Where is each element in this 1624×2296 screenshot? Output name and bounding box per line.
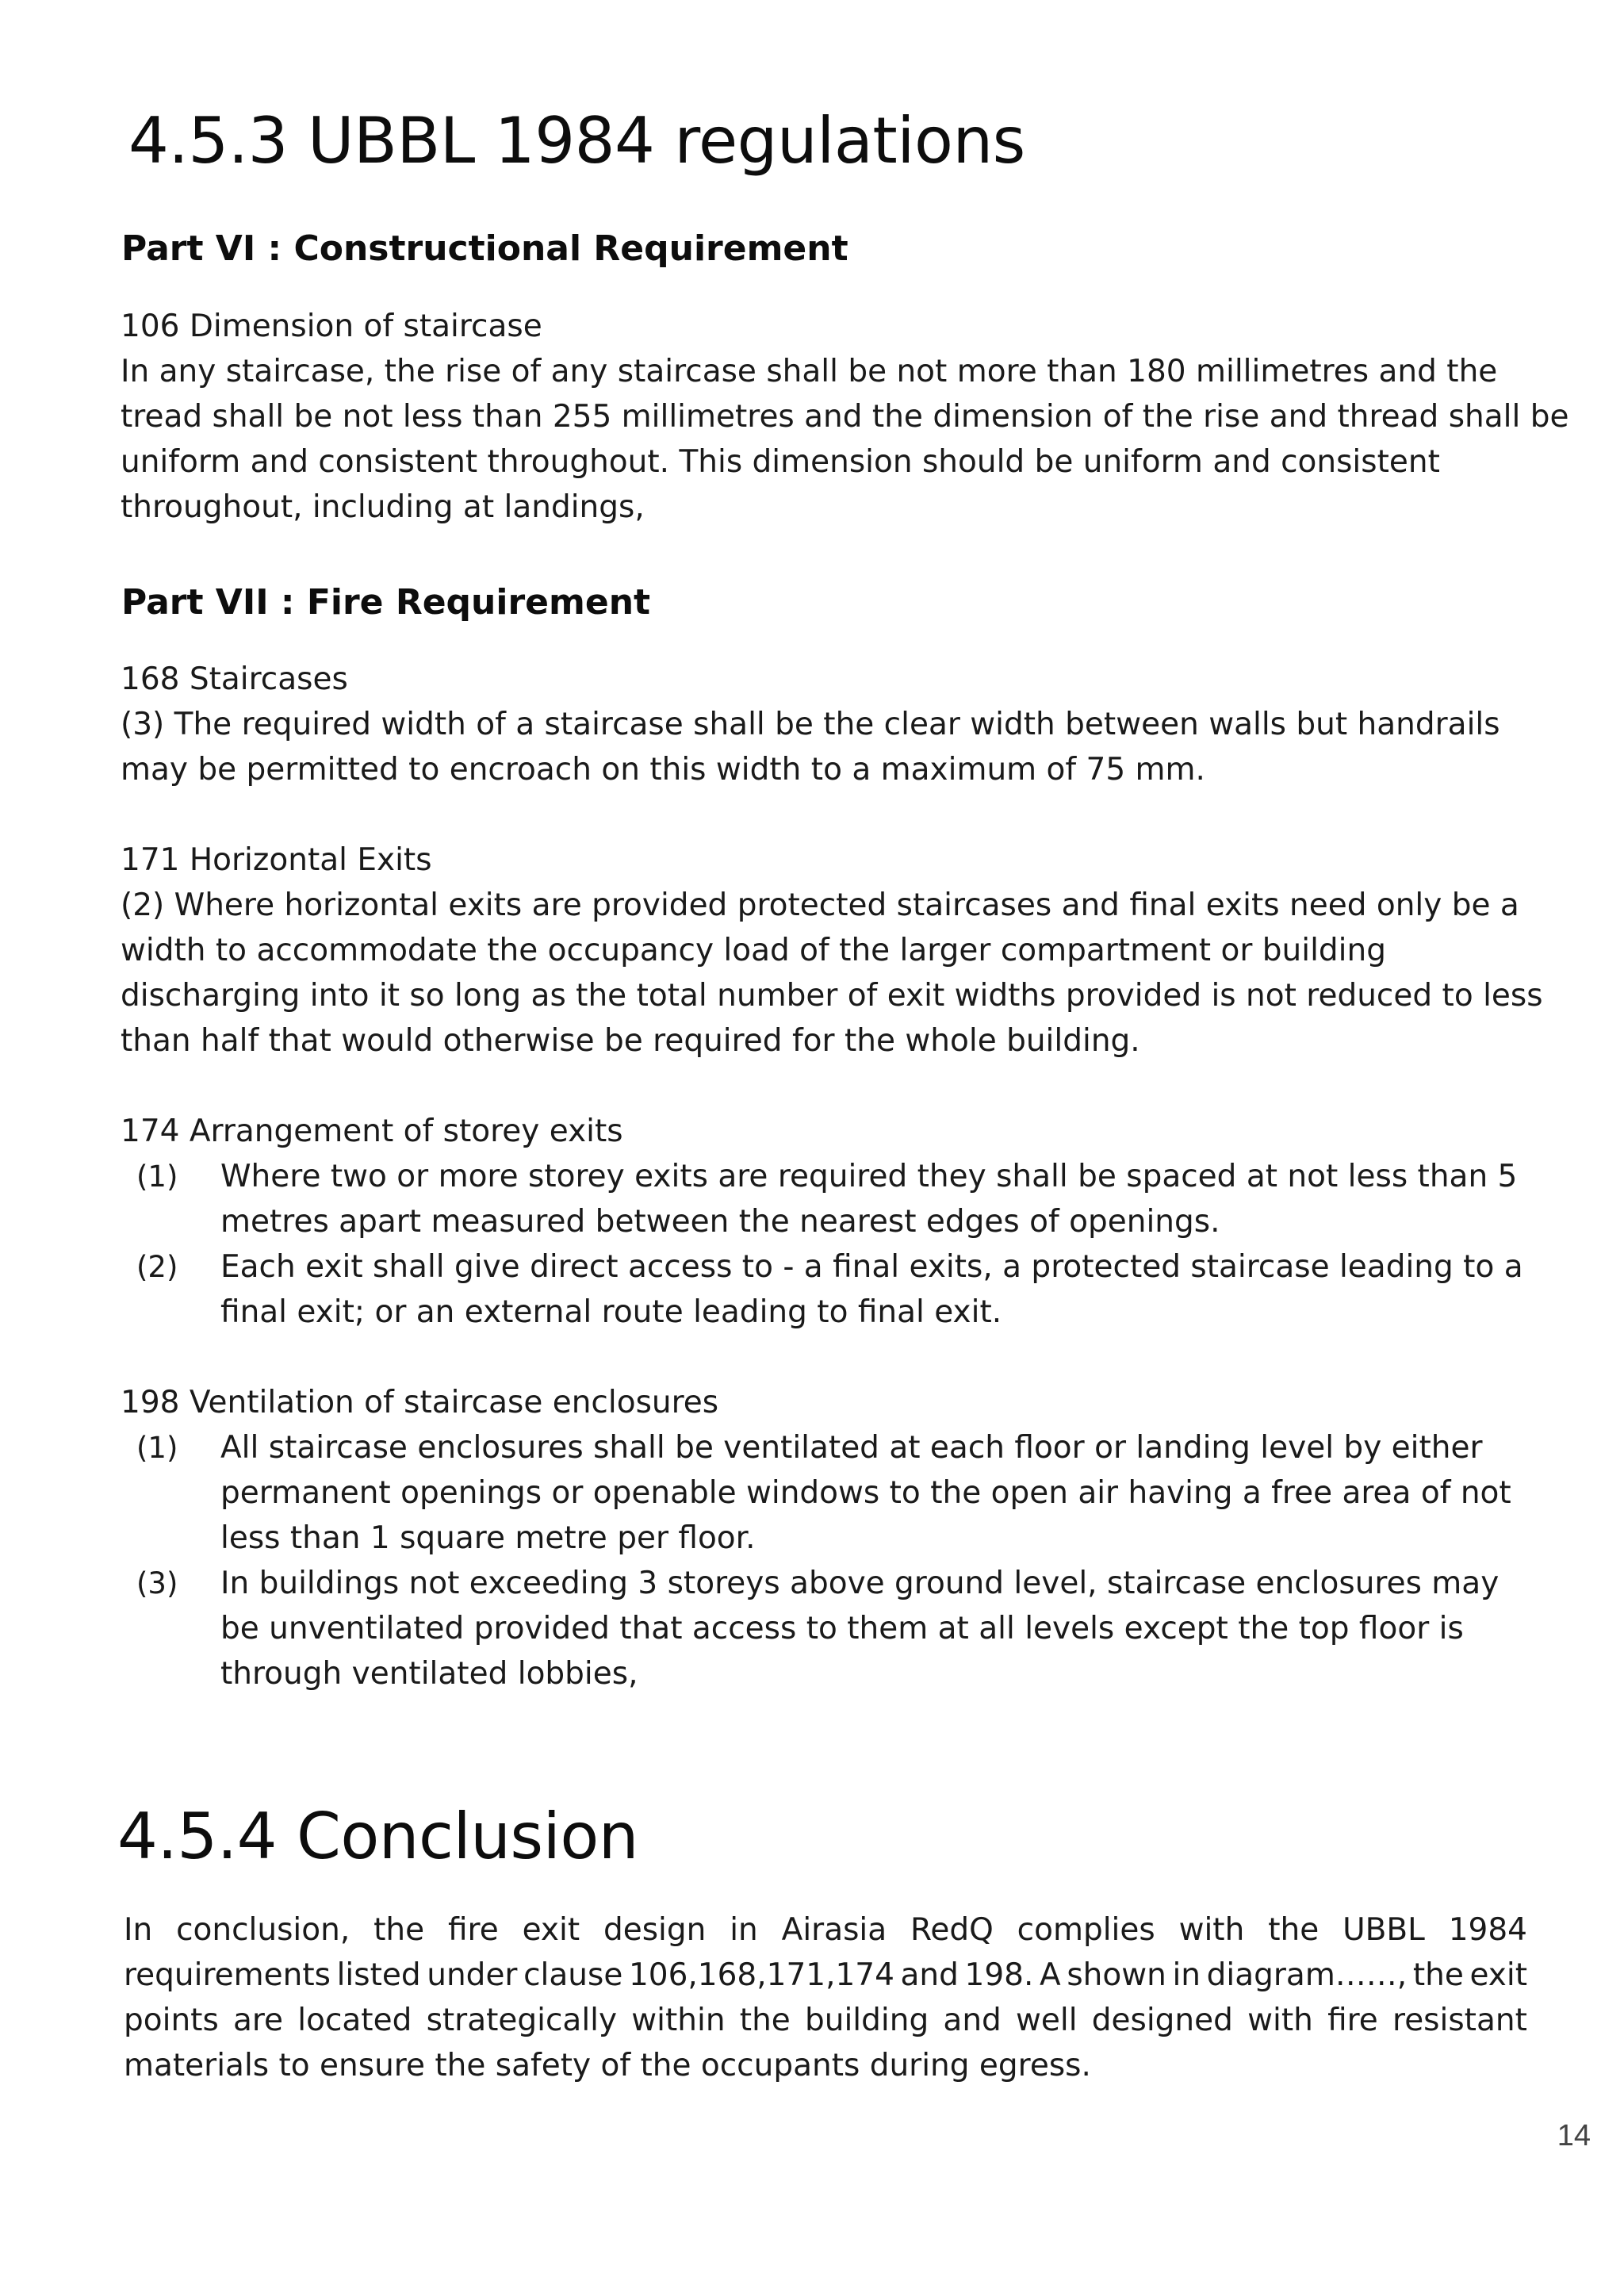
conclusion-word: located bbox=[297, 2003, 412, 2038]
conclusion-word: 106,168,171,174 bbox=[628, 1957, 894, 1993]
clause-198-title-text: 198 Ventilation of staircase enclosures bbox=[121, 1385, 719, 1420]
clause-106-line: throughout, including at landings, bbox=[121, 489, 645, 525]
conclusion-line bbox=[124, 1953, 1527, 1998]
part-6-heading: Part VI : Constructional Requirement bbox=[121, 228, 848, 269]
section-title-4-5-3: 4.5.3 UBBL 1984 regulations bbox=[128, 104, 1025, 178]
conclusion-word: in bbox=[730, 1912, 758, 1948]
list-number: (2) bbox=[136, 1250, 178, 1284]
conclusion-word: under bbox=[427, 1957, 518, 1993]
conclusion-word: requirements bbox=[124, 1957, 331, 1993]
clause-174-title bbox=[121, 1109, 1532, 1154]
section-title-4-5-4: 4.5.4 Conclusion bbox=[117, 1800, 638, 1873]
clause-168 bbox=[121, 657, 1532, 792]
list-line: permanent openings or openable windows to the open air having a free area of not bbox=[220, 1475, 1511, 1511]
conclusion-word: 1984 bbox=[1448, 1912, 1527, 1948]
conclusion-word: shown bbox=[1067, 1957, 1166, 1993]
conclusion-word: designed bbox=[1091, 2003, 1233, 2038]
page-number: 14 bbox=[1557, 2119, 1591, 2152]
conclusion-word: complies bbox=[1017, 1912, 1155, 1948]
clause-171-title: 171 Horizontal Exits bbox=[121, 842, 432, 878]
clause-174-title-text: 174 Arrangement of storey exits bbox=[121, 1114, 623, 1149]
list-line: metres apart measured between the nearest edges of openings. bbox=[220, 1204, 1220, 1240]
conclusion-word: the bbox=[1268, 1912, 1320, 1948]
conclusion-word: A bbox=[1040, 1957, 1061, 1993]
clause-171 bbox=[121, 838, 1543, 1064]
conclusion-word: the bbox=[1412, 1957, 1464, 1993]
conclusion-word: exit bbox=[522, 1912, 580, 1948]
list-line: less than 1 square metre per floor. bbox=[220, 1520, 756, 1556]
list-line: Where two or more storey exits are required they shall be spaced at not less than 5 bbox=[220, 1159, 1518, 1194]
clause-168-title: 168 Staircases bbox=[121, 661, 348, 697]
conclusion-word: the bbox=[373, 1912, 425, 1948]
clause-171-line: width to accommodate the occupancy load of the larger compartment or building bbox=[121, 933, 1386, 968]
conclusion-line bbox=[124, 1998, 1527, 2043]
conclusion-word: exit bbox=[1469, 1957, 1527, 1993]
conclusion-word: fire bbox=[447, 1912, 499, 1948]
clause-171-line: discharging into it so long as the total number of exit widths provided is not reduced to less bbox=[121, 978, 1543, 1014]
list-line: through ventilated lobbies, bbox=[220, 1656, 638, 1692]
list-line: In buildings not exceeding 3 storeys above ground level, staircase enclosures may bbox=[220, 1566, 1500, 1601]
clause-168-line: (3) The required width of a staircase shall be the clear width between walls but handrails bbox=[121, 707, 1500, 742]
conclusion-word: within bbox=[631, 2003, 726, 2038]
conclusion-line bbox=[124, 1907, 1527, 1953]
conclusion-word: with bbox=[1247, 2003, 1313, 2038]
conclusion-word: diagram……, bbox=[1206, 1957, 1408, 1993]
list-line: All staircase enclosures shall be ventilated at each floor or landing level by either bbox=[220, 1430, 1483, 1466]
conclusion-word: In bbox=[124, 1912, 153, 1948]
conclusion-word: points bbox=[124, 2003, 219, 2038]
conclusion-paragraph bbox=[124, 1907, 1527, 2088]
conclusion-word: listed bbox=[336, 1957, 421, 1993]
clause-106-line: uniform and consistent throughout. This dimension should be uniform and consistent bbox=[121, 444, 1440, 480]
list-line: final exit; or an external route leading to final exit. bbox=[220, 1294, 1002, 1330]
conclusion-word: design bbox=[603, 1912, 707, 1948]
conclusion-word: UBBL bbox=[1342, 1912, 1425, 1948]
conclusion-word: conclusion, bbox=[176, 1912, 350, 1948]
conclusion-word: with bbox=[1178, 1912, 1245, 1948]
clause-106-title: 106 Dimension of staircase bbox=[121, 309, 542, 344]
conclusion-word: RedQ bbox=[910, 1912, 994, 1948]
conclusion-word: strategically bbox=[426, 2003, 618, 2038]
conclusion-word: resistant bbox=[1392, 2003, 1527, 2038]
clause-171-line: than half that would otherwise be required for the whole building. bbox=[121, 1023, 1140, 1059]
conclusion-word: clause bbox=[523, 1957, 623, 1993]
conclusion-word: fire bbox=[1327, 2003, 1378, 2038]
conclusion-word: and bbox=[943, 2003, 1002, 2038]
list-line: Each exit shall give direct access to - a final exits, a protected staircase leading to a bbox=[220, 1249, 1523, 1285]
conclusion-word: the bbox=[739, 2003, 791, 2038]
list-number: (1) bbox=[136, 1159, 178, 1194]
part-7-heading: Part VII : Fire Requirement bbox=[121, 582, 651, 623]
clause-198-title bbox=[121, 1380, 1532, 1425]
clause-106-line: tread shall be not less than 255 millimetres and the dimension of the rise and thread shall be bbox=[121, 399, 1569, 435]
clause-106 bbox=[121, 304, 1569, 530]
conclusion-word: well bbox=[1016, 2003, 1078, 2038]
clause-106-line: In any staircase, the rise of any staircase shall be not more than 180 millimetres and the bbox=[121, 354, 1498, 389]
list-number: (3) bbox=[136, 1566, 178, 1600]
clause-171-line: (2) Where horizontal exits are provided protected staircases and final exits need only be a bbox=[121, 887, 1519, 923]
list-number: (1) bbox=[136, 1431, 178, 1465]
conclusion-word: 198. bbox=[964, 1957, 1034, 1993]
conclusion-word: and bbox=[900, 1957, 959, 1993]
conclusion-word: in bbox=[1172, 1957, 1201, 1993]
conclusion-word: are bbox=[232, 2003, 284, 2038]
conclusion-word: building bbox=[805, 2003, 929, 2038]
list-line: be unventilated provided that access to them at all levels except the top floor is bbox=[220, 1611, 1464, 1646]
conclusion-line: materials to ensure the safety of the occupants during egress. bbox=[124, 2048, 1091, 2083]
conclusion-word: Airasia bbox=[781, 1912, 887, 1948]
clause-168-line: may be permitted to encroach on this width to a maximum of 75 mm. bbox=[121, 752, 1205, 788]
